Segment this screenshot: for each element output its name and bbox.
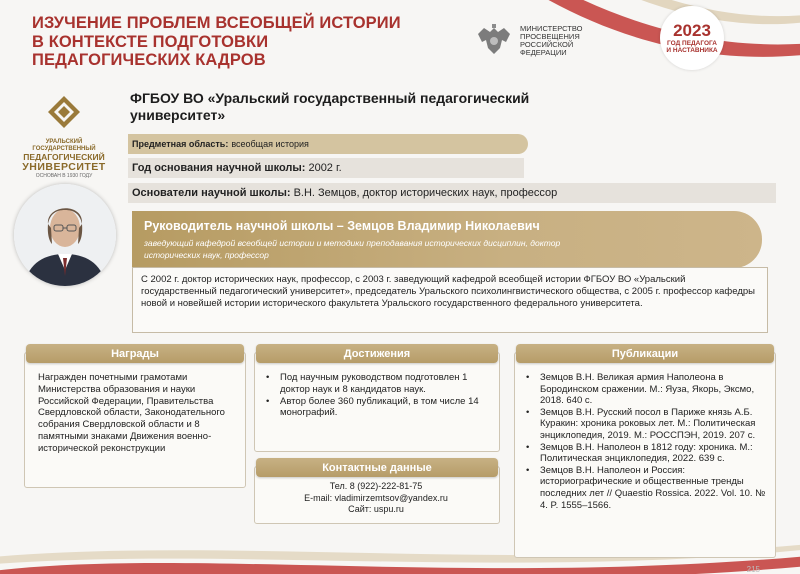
contacts-heading: Контактные данные: [256, 458, 498, 477]
founders-value: В.Н. Земцов, доктор исторических наук, профессор: [293, 187, 558, 199]
list-item: • Под научным руководством подготовлен 1 доктор наук и 8 кандидатов наук.: [264, 372, 494, 396]
achievements-heading: Достижения: [256, 344, 498, 363]
ministry-logo: [474, 22, 583, 60]
university-emblem-icon: [46, 94, 82, 130]
slide-title: [32, 14, 412, 70]
logo-line-1: УРАЛЬСКИЙ ГОСУДАРСТВЕННЫЙ: [32, 139, 96, 152]
organization-name: ФГБОУ ВО «Уральский государственный педагогический университет»: [130, 90, 530, 123]
subject-area-row: [128, 134, 528, 154]
year-of-teacher-badge: [660, 6, 724, 70]
logo-line-3: УНИВЕРСИТЕТ: [22, 161, 106, 173]
badge-caption-line-2: И НАСТАВНИКА: [666, 47, 718, 54]
university-logo: [14, 94, 114, 179]
ministry-line-2: ПРОСВЕЩЕНИЯ: [520, 32, 580, 41]
founded-label: Год основания научной школы:: [132, 162, 306, 174]
ministry-text: [520, 24, 583, 57]
title-line-2: В КОНТЕКСТЕ ПОДГОТОВКИ: [32, 32, 269, 51]
publications-list: [524, 372, 766, 511]
list-item: • Земцов В.Н. Наполеон в 1812 году: хроника. М.: Политическая энциклопедия, 2022. 639 с.: [524, 442, 766, 465]
list-item: • Земцов В.Н. Русский посол в Париже князь А.Б. Куракин: хроника роковых лет. М.: Политическая энциклопедия, 2019. М.: РОССПЭН, 2019. 207 с.: [524, 407, 766, 442]
subject-value: всеобщая история: [231, 139, 309, 149]
leader-portrait: [14, 184, 116, 286]
double-headed-eagle-icon: [474, 22, 514, 60]
achievements-list: [264, 372, 494, 419]
contact-phone: Тел. 8 (922)-222-81-75: [329, 481, 423, 491]
badge-year: 2023: [673, 21, 711, 40]
contact-email: E-mail: vladimirzemtsov@yandex.ru: [304, 492, 448, 503]
title-line-1: ИЗУЧЕНИЕ ПРОБЛЕМ ВСЕОБЩЕЙ ИСТОРИИ: [32, 14, 401, 32]
logo-line-4: ОСНОВАН В 1930 ГОДУ: [35, 173, 93, 179]
leader-biography: С 2002 г. доктор исторических наук, профессор, с 2003 г. заведующий кафедрой всеобщей истории ФГБОУ ВО «Уральский государственный педагогический университет», председатель Уральского психолингвистического общества, с 2005 г. профессор кафедры новой и новейшей истории исторического факультета Уральского государственного федерального университета.: [132, 267, 768, 333]
founders-row: [128, 183, 776, 203]
founded-year-row: [128, 158, 524, 178]
founders-label: Основатели научной школы:: [132, 187, 291, 199]
ministry-line-1: МИНИСТЕРСТВО: [520, 24, 583, 33]
list-item: • Земцов В.Н. Великая армия Наполеона в Бородинском сражении. М.: Яуза, Якорь, Эксмо, 2018. 640 с.: [524, 372, 766, 407]
title-line-3: ПЕДАГОГИЧЕСКИХ КАДРОВ: [32, 51, 266, 69]
contact-site: Сайт: uspu.ru: [348, 504, 404, 514]
subject-label: Предметная область:: [132, 139, 229, 149]
logo-line-2: ПЕДАГОГИЧЕСКИЙ: [23, 152, 105, 162]
badge-caption-line-1: ГОД ПЕДАГОГА: [667, 40, 717, 47]
page-number: 215: [746, 565, 760, 574]
list-item: • Автор более 360 публикаций, в том числе 14 монографий.: [264, 396, 494, 420]
leader-title: Руководитель научной школы – Земцов Владимир Николаевич: [144, 219, 540, 233]
leader-subtitle: заведующий кафедрой всеобщей истории и методики преподавания исторических дисциплин, доктор исторических наук, профессор: [144, 238, 561, 260]
portrait-illustration: [14, 184, 116, 286]
ministry-line-3: РОССИЙСКОЙ: [520, 40, 574, 49]
list-item: • Земцов В.Н. Наполеон и Россия: историографические и общественные тренды последних лет // Quaestio Rossica. 2022. Vol. 10. № 4. P. 1555–1566.: [524, 465, 766, 511]
ministry-line-4: ФЕДЕРАЦИИ: [520, 48, 567, 57]
founded-value: 2002 г.: [308, 162, 342, 174]
contact-details: [256, 481, 496, 516]
awards-heading: Награды: [26, 344, 244, 363]
awards-text: Награжден почетными грамотами Министерства образования и науки Российской Федерации, Правительства Свердловской области, Законодательного собрания Свердловской области и 8 памятными знаками Движения военно-исторической реконструкции: [38, 372, 225, 454]
publications-heading: Публикации: [516, 344, 774, 363]
